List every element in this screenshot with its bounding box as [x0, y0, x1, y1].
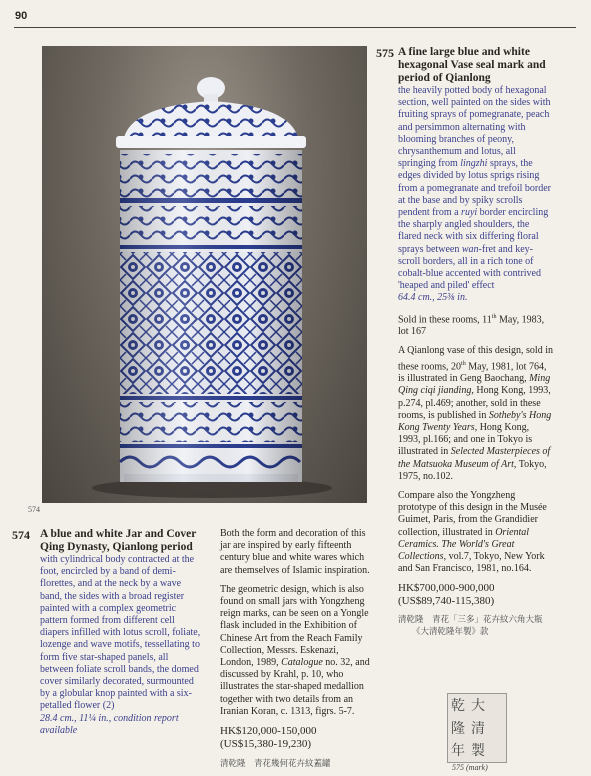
lot-575-entry — [376, 46, 554, 637]
estimate-hkd: HK$120,000-150,000 — [220, 725, 317, 738]
lot-notes — [376, 311, 554, 638]
seal-char: 年 — [451, 743, 465, 760]
seal-char: 隆 — [451, 720, 465, 737]
lot-title: A fine large blue and white hexagonal Vase seal mark and period of Qianlong — [398, 46, 546, 84]
note-1: Both the form and decoration of this jar are inspired by early fifteenth century blue and white wares which are themselves of Islamic inspiration. — [220, 528, 370, 576]
seal-char: 製 — [471, 743, 485, 760]
note-2: The geometric design, which is also found on small jars with Yongzheng reign marks, can be seen on a Yongle flask included in the Exhibition of Chinese Art from the Reach Family Collection, Messrs. Eskenazi, London, 1989, Catalogue no. 32, and discussed by Krahl, p. 10, who illustrates the star-shaped medallion together with two details from an Iranian Koran, c. 1313, figrs. 5-7. — [220, 583, 370, 717]
lid-dome — [124, 101, 298, 138]
estimate-usd: (US$89,740-115,380) — [398, 595, 495, 608]
lot-574-heading — [12, 528, 202, 554]
chinese-title: 清乾隆 青花「三多」花卉紋六角大瓶 — [398, 615, 543, 626]
estimate-hkd: HK$700,000-900,000 — [398, 582, 495, 595]
seal-char: 清 — [471, 720, 485, 737]
chinese-title: 清乾隆 青花幾何花卉紋蓋罐 — [220, 759, 331, 770]
lot-description: the heavily potted body of hexagonal section, well painted on the sides with fruiting sprays of pomegranate, peach and persimmon alternating with blooming branches of peony, chrysanthemum and lotus, all springing from lingzhi sprays, the edges divided by lotus sprigs rising from a pomegranate and trefoil border at the base and by spiky scrolls pendent from a ruyi border encircling the sharply angled shoulders, the flared neck with six differing floral sprays between wan-fret and key-scroll borders, all in a rich tone of cobalt-blue accented with contrived 'heaped and piled' effect 64.4 cm., 25⅜ in. — [398, 85, 551, 304]
provenance: Sold in these rooms, 11th May, 1983, lot 167 — [398, 313, 545, 338]
lot-number: 574 — [12, 528, 30, 542]
seal-mark — [447, 693, 507, 763]
jar-illustration — [42, 46, 367, 503]
photo-caption: 574 — [28, 505, 40, 514]
lot-574-entry — [12, 528, 202, 737]
lot-number: 575 — [376, 46, 394, 60]
seal-caption: 575 (mark) — [452, 763, 488, 772]
estimate-usd: (US$15,380-19,230) — [220, 738, 312, 751]
header-rule — [14, 27, 576, 28]
lot-title: A blue and white Jar and Cover Qing Dynasty, Qianlong period — [40, 528, 197, 553]
lot-description: with cylindrical body contracted at the foot, encircled by a band of demi-florettes, and at the neck by a wave band, the sides with a broad register painted with a complex geometric pattern formed from different cell diapers infilled with lotus scroll, foliate, lozenge and wave motifs, tessellating to form five star-shaped panels, all between foliate scroll bands, the domed cover similarly decorated, surmounted by a globular knop painted with a six-petalled flower (2) — [40, 554, 201, 712]
note-2: Compare also the Yongzheng prototype of this design in the Musée Guimet, Paris, from the Grandidier collection, illustrated in Oriental Ceramics. The World's Great Collections, vol.7, Tokyo, New York and San Francisco, 1981, no.164. — [398, 489, 547, 575]
page-number: 90 — [15, 10, 28, 22]
lot-dimensions: 64.4 cm., 25⅜ in. — [398, 292, 468, 304]
seal-char: 乾 — [451, 698, 465, 714]
note-1: A Qianlong vase of this design, sold in these rooms, 20th May, 1981, lot 764, is illustrated in Geng Baochang, Ming Qing ciqi jianding, Hong Kong, 1993, p.274, pl.469; another, sold in these rooms, is published in Sotheby's Hong Kong Twenty Years, Hong Kong, 1993, pl.166; and one in Tokyo is illustrated in Selected Masterpieces of the Matsuoka Museum of Art, Tokyo, 1975, no.102. — [398, 345, 553, 482]
lid-rim — [116, 136, 306, 148]
jar-photo — [42, 46, 367, 503]
lot-574-notes — [220, 528, 372, 769]
seal-char: 大 — [471, 698, 485, 714]
lot-575-heading — [376, 46, 554, 85]
lot-dimensions: 28.4 cm., 11¼ in., condition report available — [40, 712, 179, 736]
chinese-mark: 《大清乾隆年製》款 — [412, 627, 489, 638]
